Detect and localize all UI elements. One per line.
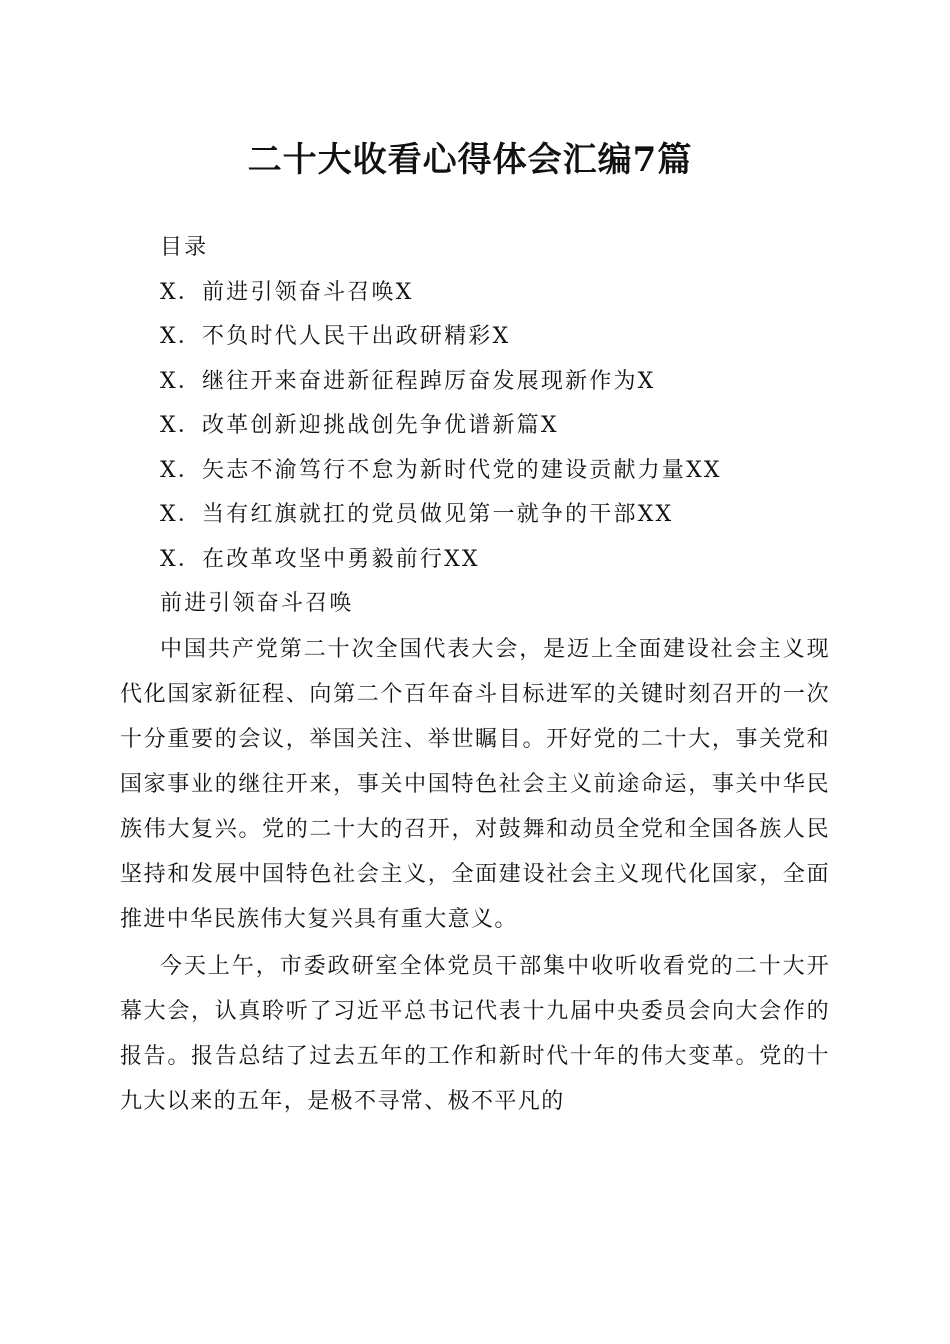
toc-item: X．不负时代人民干出政研精彩X [160, 324, 511, 349]
paragraph: 今天上午，市委政研室全体党员干部集中收听收看党的二十大开幕大会，认真聆听了习近平总书记代表十九届中央委员会向大会作的报告。报告总结了过去五年的工作和新时代十年的伟大变革。党的十九大以来的五年，是极不寻常、极不平凡的 [120, 954, 830, 1114]
toc-item: X．在改革攻坚中勇毅前行XX [160, 546, 480, 572]
body-text [120, 627, 830, 1126]
toc-item: X．矢志不渝笃行不怠为新时代党的建设贡献力量XX [160, 457, 722, 483]
toc-item: X．改革创新迎挑战创先争优谱新篇X [160, 413, 559, 438]
section-title: 前进引领奋斗召唤 [160, 591, 354, 616]
table-of-contents [120, 226, 830, 627]
paragraph: 中国共产党第二十次全国代表大会，是迈上全面建设社会主义现代化国家新征程、向第二个百年奋斗目标进军的关键时刻召开的一次十分重要的会议，举国关注、举世瞩目。开好党的二十大，事关党和国家事业的继往开来，事关中国特色社会主义前途命运，事关中华民族伟大复兴。党的二十大的召开，对鼓舞和动员全党和全国各族人民坚持和发展中国特色社会主义，全面建设社会主义现代化国家，全面推进中华民族伟大复兴具有重大意义。 [120, 637, 830, 932]
toc-heading: 目录 [160, 235, 209, 260]
document-title: 二十大收看心得体会汇编7篇 [247, 140, 693, 180]
toc-item: X．前进引领奋斗召唤X [160, 279, 414, 305]
toc-item: X．当有红旗就扛的党员做见第一就争的干部XX [160, 502, 674, 527]
toc-item: X．继往开来奋进新征程踔厉奋发展现新作为X [160, 368, 656, 394]
